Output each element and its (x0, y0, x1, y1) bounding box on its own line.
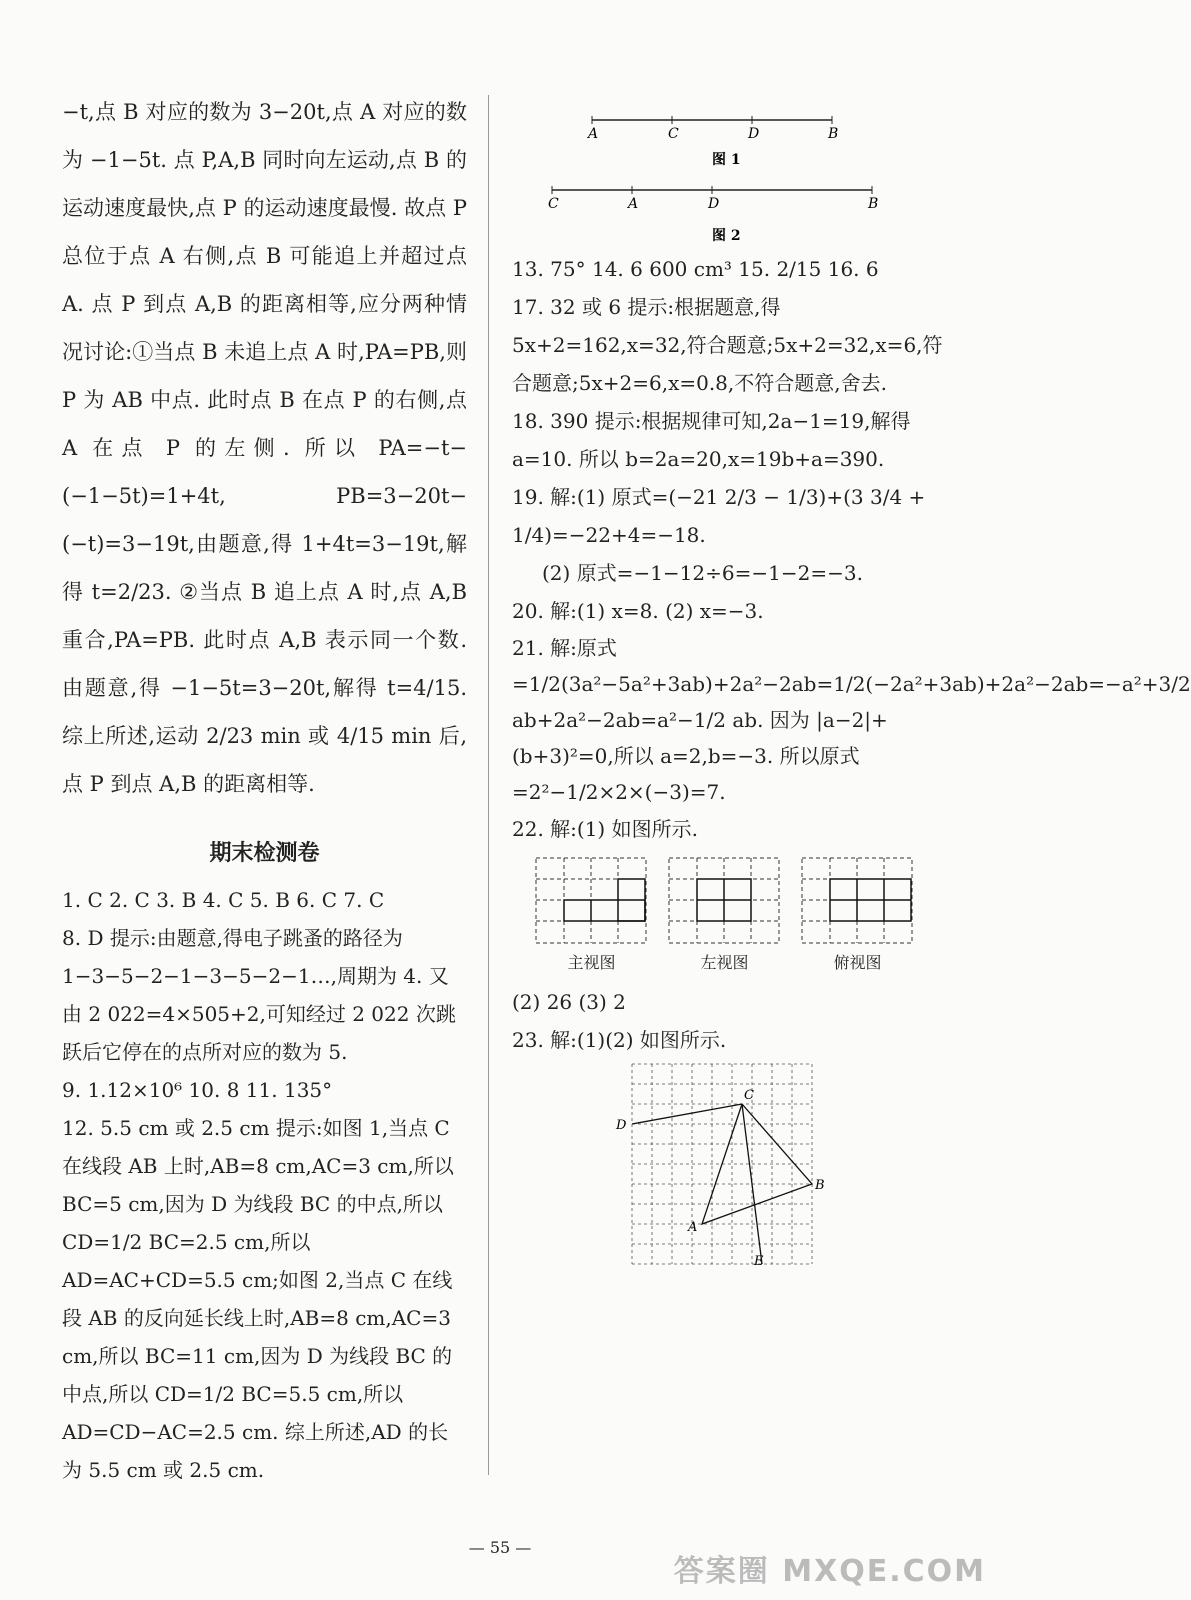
figure-2 (512, 170, 952, 250)
answers-1-7: 1. C 2. C 3. B 4. C 5. B 6. C 7. C (62, 888, 385, 912)
top-view (800, 856, 915, 973)
fig2-point-label: A (628, 196, 639, 212)
fig1-point-label: A (588, 126, 599, 142)
left-view-label: 左视图 (700, 953, 749, 972)
grid-point-label: C (744, 1088, 754, 1103)
answer-8: 8. D 提示:由题意,得电子跳蚤的路径为 1−3−5−2−1−3−5−2−1…,周期为 4. 又由 2 022=4×505+2,可知经过 2 022 次跳跃后它停在的点所对应的数为 5. (62, 926, 456, 1064)
answer-18: 18. 390 提示:根据规律可知,2a−1=19,解得 a=10. 所以 b=2a=20,x=19b+a=390. (512, 409, 911, 471)
answers-9-11: 9. 1.12×10⁶ 10. 8 11. 135° (62, 1078, 333, 1102)
front-view (534, 856, 649, 973)
fig1-point-label: C (668, 126, 679, 142)
grid-point-label: D (616, 1118, 627, 1133)
solution-paragraph: −t,点 B 对应的数为 3−20t,点 A 对应的数为 −1−5t. 点 P,A,B 同时向左运动,点 B 的运动速度最快,点 P 的运动速度最慢. 故点 P 总位于点 A 右侧,点 B 可能追上并超过点 A. 点 P 到点 A,B 的距离相等,应分两种情况讨论:①当点 B 未追上点 A 时,PA=PB,则 P 为 AB 中点. 此时点 B 在点 P 的右侧,点 A 在点 P 的左侧. 所以 PA=−t−(−1−5t)=1+4t, PB=3−20t−(−t)=3−19t,由题意,得 1+4t=3−19t,解得 t=2/23. ②当点 B 追上点 A 时,点 A,B 重合,PA=PB. 此时点 A,B 表示同一个数. 由题意,得 −1−5t=3−20t,解得 t=4/15. 综上所述,运动 2/23 min 或 4/15 min 后,点 P 到点 A,B 的距离相等. (62, 100, 467, 796)
watermark-logo: 答案圈 MXQE.COM (673, 1554, 986, 1589)
answer-22-2-3: (2) 26 (3) 2 (512, 990, 626, 1014)
figure-1-caption: 图 1 (712, 152, 741, 168)
section-title: 期末检测卷 (209, 841, 320, 866)
grid-point-label: E (754, 1254, 764, 1269)
top-view-label: 俯视图 (833, 953, 882, 972)
grid-point-label: A (688, 1220, 698, 1235)
right-column (512, 100, 1191, 1273)
answer-19-2: (2) 原式=−1−12÷6=−1−2=−3. (542, 561, 863, 585)
fig2-point-label: C (548, 196, 559, 212)
fig1-point-label: D (748, 126, 760, 142)
left-column (62, 88, 467, 1489)
fig2-point-label: B (868, 196, 879, 212)
column-divider (488, 95, 489, 1475)
answer-17: 17. 32 或 6 提示:根据题意,得 5x+2=162,x=32,符合题意;5x+2=32,x=6,符合题意;5x+2=6,x=0.8,不符合题意,舍去. (512, 295, 943, 395)
answer-20: 20. 解:(1) x=8. (2) x=−3. (512, 599, 764, 623)
answers-13-16: 13. 75° 14. 6 600 cm³ 15. 2/15 16. 6 (512, 257, 879, 281)
page-number: — 55 — (468, 1538, 532, 1557)
answer-12: 12. 5.5 cm 或 2.5 cm 提示:如图 1,当点 C 在线段 AB 上时,AB=8 cm,AC=3 cm,所以 BC=5 cm,因为 D 为线段 BC 的中点,所以 CD=1/2 BC=2.5 cm,所以 AD=AC+CD=5.5 cm;如图 2,当点 C 在线段 AB 的反向延长线上时,AB=8 cm,AC=3 cm,所以 BC=11 cm,因为 D 为线段 BC 的中点,所以 CD=1/2 BC=5.5 cm,所以 AD=CD−AC=2.5 cm. 综上所述,AD 的长为 5.5 cm 或 2.5 cm. (62, 1116, 454, 1482)
three-views (534, 856, 952, 973)
fig2-point-label: D (708, 196, 720, 212)
left-view (667, 856, 782, 973)
answer-23: 23. 解:(1)(2) 如图所示. (512, 1028, 727, 1052)
answer-22: 22. 解:(1) 如图所示. (512, 817, 698, 841)
figure-1 (512, 100, 952, 170)
grid-point-label: B (815, 1178, 825, 1193)
grid-figure (612, 1059, 1052, 1269)
front-view-label: 主视图 (567, 953, 616, 972)
answer-19-1: 19. 解:(1) 原式=(−21 2/3 − 1/3)+(3 3/4 + 1/4)=−22+4=−18. (512, 485, 926, 547)
answer-21: 21. 解:原式=1/2(3a²−5a²+3ab)+2a²−2ab=1/2(−2a²+3ab)+2a²−2ab=−a²+3/2 ab+2a²−2ab=a²−1/2 ab. 因为 |a−2|+(b+3)²=0,所以 a=2,b=−3. 所以原式=2²−1/2×2×(−3)=7. (512, 636, 1191, 804)
figure-2-caption: 图 2 (712, 228, 741, 244)
fig1-point-label: B (828, 126, 839, 142)
